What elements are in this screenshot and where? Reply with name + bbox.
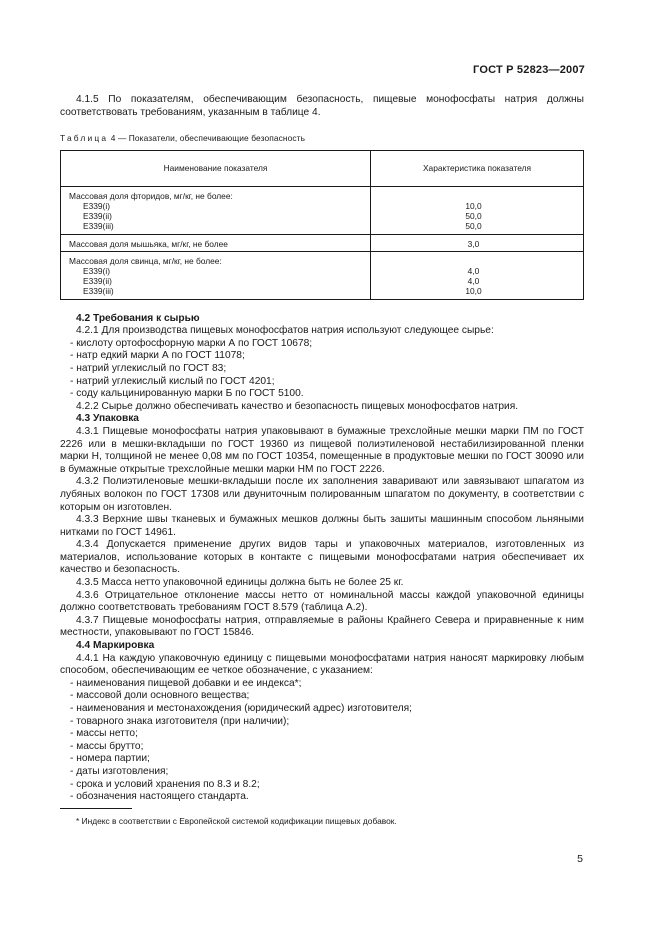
list-item: - номера партии; [70, 753, 150, 765]
row-value: 4,0 [467, 266, 480, 276]
row-value: 50,0 [465, 221, 482, 232]
row-value: 50,0 [465, 211, 482, 222]
row-value: 3,0 [371, 234, 584, 251]
section-heading-4-4: 4.4 Маркировка [76, 640, 155, 652]
table-row-lead [61, 251, 584, 299]
list-item: - натрий углекислый кислый по ГОСТ 4201; [70, 375, 275, 387]
row-name: E339(ii) [83, 211, 112, 222]
list-item: - кислоту ортофосфорную марки А по ГОСТ 10678; [70, 337, 313, 349]
row-name: E339(i) [83, 200, 110, 211]
list-item: - обозначения настоящего стандарта. [70, 791, 249, 803]
column-header-value: Характеристика показателя [371, 150, 584, 186]
list-item: - даты изготовления; [70, 765, 169, 777]
page-content [60, 94, 584, 827]
document-header: ГОСТ Р 52823—2007 [473, 64, 585, 76]
section-heading-4-2: 4.2 Требования к сырью [76, 312, 200, 324]
list-item: - натр едкий марки А по ГОСТ 11078; [70, 350, 245, 362]
paragraph-4-3-4: 4.3.4 Допускается применение других видов тары и упаковочных материалов, изготовленных из материалов, использование которых в контакте с пищевыми монофосфатами натрия обеспечивает их качество и безопасность. [60, 539, 584, 576]
table-cell [371, 186, 584, 234]
safety-indicators-table [60, 150, 584, 300]
list-item: - наименования и местонахождения (юридический адрес) изготовителя; [70, 703, 413, 715]
column-header-name: Наименование показателя [61, 150, 371, 186]
table-caption-prefix: Таблица [60, 133, 109, 144]
table-row-fluorides [61, 186, 584, 234]
row-name: E339(i) [83, 266, 110, 276]
table-cell [61, 186, 371, 234]
table-row-arsenic [61, 234, 584, 251]
table-header-row [61, 150, 584, 186]
footnote-divider [60, 808, 132, 809]
page-number: 5 [577, 853, 583, 865]
table-cell [371, 251, 584, 299]
section-heading-4-3: 4.3 Упаковка [76, 413, 139, 425]
row-value: 4,0 [467, 276, 480, 287]
list-item: - натрий углекислый по ГОСТ 83; [70, 362, 227, 374]
list-item: - соду кальцинированную марки Б по ГОСТ 5100. [70, 388, 304, 400]
paragraph-4-1-5: 4.1.5 По показателям, обеспечивающим безопасность, пищевые монофосфаты натрия должны соответствовать требованиям, указанным в таблице 4. [60, 94, 584, 118]
list-item: - срока и условий хранения по 8.3 и 8.2; [70, 778, 260, 790]
paragraph-4-4-1: 4.4.1 На каждую упаковочную единицу с пищевыми монофосфатами натрия наносят маркировку любым способом, обеспечивающим ее четкое обозначение, с указанием: [60, 652, 584, 677]
paragraph-4-3-1: 4.3.1 Пищевые монофосфаты натрия упаковывают в бумажные трехслойные мешки марки ПМ по ГОСТ 2226 или в мешки-вкладыши по ГОСТ 19360 из пищевой полиэтиленовой нестабилизированной пленки марки Н, толщиной не менее 0,08 мм по ГОСТ 10354, помещенные в продуктовые мешки по ГОСТ 30090 или в бумажные открытые трехслойные мешки марки НМ по ГОСТ 2226. [60, 425, 584, 475]
row-name: E339(iii) [83, 286, 114, 297]
table-caption [60, 132, 584, 145]
group-title: Массовая доля мышьяка, мг/кг, не более [61, 234, 371, 251]
list-item: - товарного знака изготовителя (при наличии); [70, 715, 290, 727]
row-value: 10,0 [465, 286, 482, 297]
list-item: - массы брутто; [70, 740, 144, 752]
paragraph-4-2-1: 4.2.1 Для производства пищевых монофосфатов натрия используют следующее сырье: [76, 325, 494, 337]
list-item: - наименования пищевой добавки и ее индекса*; [70, 677, 302, 689]
paragraph-4-3-6: 4.3.6 Отрицательное отклонение массы нетто от номинальной массы каждой упаковочной единицы должно соответствовать требованиям ГОСТ 8.579 (таблица А.2). [60, 589, 584, 614]
row-value: 10,0 [465, 200, 482, 211]
group-title: Массовая доля фторидов, мг/кг, не более: [69, 190, 233, 201]
list-item: - массовой доли основного вещества; [70, 690, 250, 702]
footnote: * Индекс в соответствии с Европейской системой кодификации пищевых добавок. [76, 815, 397, 826]
table-cell [61, 251, 371, 299]
row-name: E339(iii) [83, 221, 114, 232]
paragraph-4-3-7: 4.3.7 Пищевые монофосфаты натрия, отправляемые в районы Крайнего Севера и приравненные к ним местности, упаковывают по ГОСТ 15846. [60, 614, 584, 639]
group-title: Массовая доля свинца, мг/кг, не более: [69, 255, 222, 266]
paragraph-4-2-2: 4.2.2 Сырье должно обеспечивать качество и безопасность пищевых монофосфатов натрия. [76, 400, 519, 412]
paragraph-4-3-5: 4.3.5 Масса нетто упаковочной единицы должна быть не более 25 кг. [76, 577, 404, 589]
paragraph-4-3-3: 4.3.3 Верхние швы тканевых и бумажных мешков должны быть зашиты машинным способом льняными нитками по ГОСТ 14961. [60, 514, 584, 538]
list-item: - массы нетто; [70, 728, 138, 740]
row-name: E339(ii) [83, 276, 112, 287]
table-caption-text: 4 — Показатели, обеспечивающие безопасность [110, 133, 306, 144]
paragraph-4-3-2: 4.3.2 Полиэтиленовые мешки-вкладыши после их заполнения заваривают или завязывают шпагатом из лубяных волокон по ГОСТ 17308 или двуниточным полированным шпагатом по документу, в соответствии с которым он изготовлен. [60, 476, 584, 513]
